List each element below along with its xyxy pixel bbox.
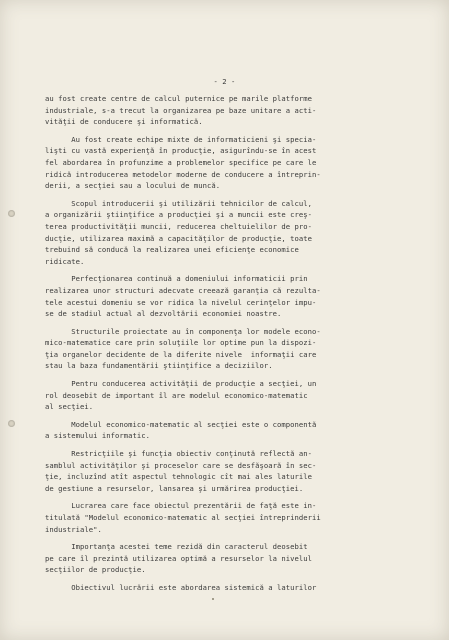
text-line: vităţii de conducere şi informatică. — [45, 117, 203, 127]
paragraph — [45, 134, 381, 192]
text-line: Structurile proiectate au în componenţa lor modele econo- — [45, 326, 321, 336]
text-line: se de stadiul actual al dezvoltării economiei noastre. — [45, 309, 282, 319]
binder-hole — [8, 210, 15, 217]
text-line: Lucrarea care face obiectul prezentării de faţă este in- — [45, 501, 317, 511]
paragraph — [45, 448, 381, 494]
text-line: industriale, s-a trecut la organizarea pe baze unitare a acti- — [45, 105, 317, 115]
text-line: mico-matematice care prin soluţiile lor optime pun la dispozi- — [45, 338, 317, 348]
text-line: tele acestui domeniu se vor ridica la nivelul cerinţelor impu- — [45, 297, 317, 307]
text-line: samblul activităţilor şi proceselor care se desfăşoară în sec- — [45, 460, 317, 470]
text-line: ţia organelor decidente de la diferite nivele informaţii care — [45, 349, 317, 359]
text-line: Pentru conducerea activităţii de producţie a secţiei, un — [45, 379, 317, 389]
paragraph — [45, 378, 381, 413]
paragraph — [45, 326, 381, 372]
text-line: Obiectivul lucrării este abordarea sistemică a laturilor — [45, 582, 317, 592]
text-line: realizarea unor structuri adecvate creează garanţia că rezulta- — [45, 285, 321, 295]
paragraph — [45, 582, 381, 594]
text-line: al secţiei. — [45, 402, 94, 412]
paragraph — [45, 198, 381, 268]
text-line: trebuind să conducă la realizarea unei eficienţe economice — [45, 245, 299, 255]
text-line: derii, a secţiei sau a locului de muncă. — [45, 181, 221, 191]
text-line: lişti cu vastă experienţă în producţie, asigurîndu-se în acest — [45, 146, 317, 156]
text-line: terea productivităţii muncii, reducerea cheltuielilor de pro- — [45, 221, 313, 231]
paragraph — [45, 541, 381, 576]
text-line: a organizării ştiinţifice a producţiei şi a muncii este creş- — [45, 210, 313, 220]
text-line: ridicate. — [45, 256, 85, 266]
text-line: ducţie, utilizarea maximă a capacităţilor de producţie, toate — [45, 233, 313, 243]
text-line: Importanţa acestei teme rezidă din caracterul deosebit — [45, 542, 308, 552]
paragraph — [45, 93, 381, 128]
text-line: pe care îl prezintă utilizarea optimă a resurselor la nivelul — [45, 553, 313, 563]
text-line: secţiilor de producţie. — [45, 565, 146, 575]
text-line: au fost create centre de calcul puternice pe marile platforme — [45, 94, 313, 103]
text-line: a sistemului informatic. — [45, 431, 151, 441]
text-line: Modelul economico-matematic al secţiei este o componentă — [45, 419, 317, 429]
text-line: Scopul introducerii şi utilizării tehnicilor de calcul, — [45, 198, 313, 208]
text-line: de gestiune a resurselor, lansarea şi urmărirea producţiei. — [45, 483, 304, 493]
text-line: Perfecţionarea continuă a domeniului informaticii prin — [45, 274, 308, 284]
text-line: ridică introducerea metodelor moderne de conducere a întreprin- — [45, 169, 321, 179]
paragraph — [45, 500, 381, 535]
text-line: rol deosebit de important îl are modelul economico-matematic — [45, 390, 308, 400]
paragraph — [45, 273, 381, 319]
text-line: stau la baza fundamentării ştiinţifice a deciziilor. — [45, 361, 273, 371]
typed-text-body — [45, 93, 381, 594]
text-line: Au fost create echipe mixte de informaticieni şi specia- — [45, 134, 317, 144]
text-line: titulată "Modelul economico-matematic al secţiei întreprinderii — [45, 513, 321, 522]
page-number: - 2 - — [213, 77, 236, 86]
text-line: fel abordarea în profunzime a problemelor specifice pe care le — [45, 157, 317, 167]
text-line: Restricţiile şi funcţia obiectiv conţinută reflectă an- — [45, 449, 313, 459]
text-line: industriale". — [45, 524, 102, 534]
binder-hole — [8, 420, 15, 427]
text-line: ţie, incluzînd atît aspectul tehnologic cît mai ales laturile — [45, 472, 313, 482]
paper-speck — [212, 598, 214, 600]
paragraph — [45, 419, 381, 442]
